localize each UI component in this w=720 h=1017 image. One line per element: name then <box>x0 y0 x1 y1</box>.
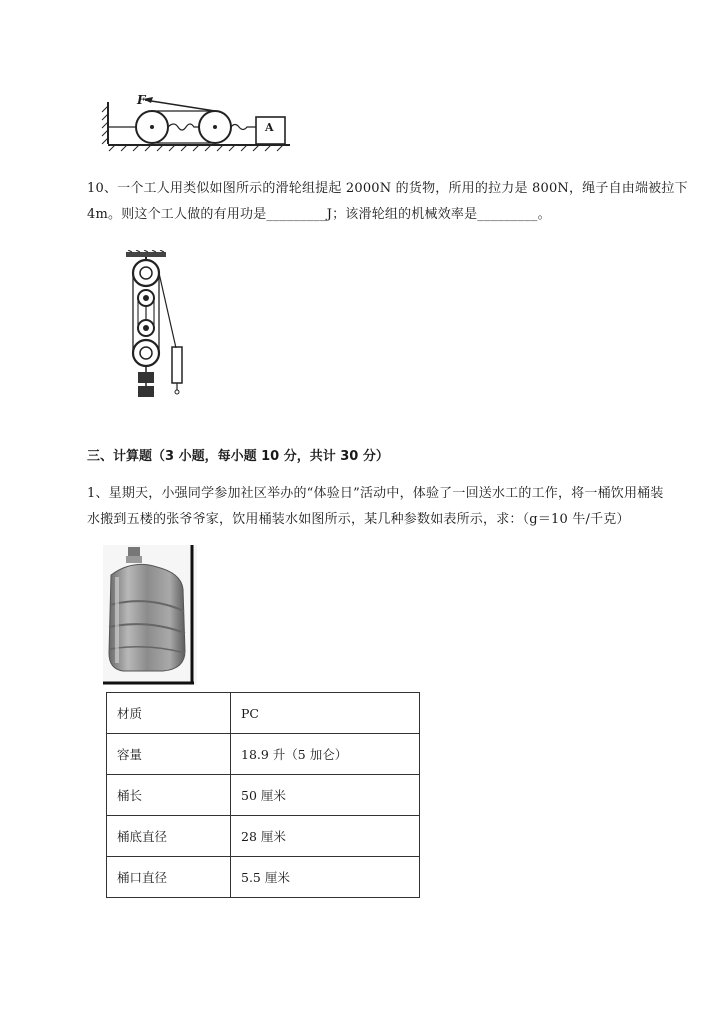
table-row <box>107 775 420 816</box>
table-row <box>107 693 420 734</box>
block-label: A <box>265 121 274 134</box>
table-cell-label: 桶长 <box>107 775 231 816</box>
table-row <box>107 816 420 857</box>
table-row <box>107 734 420 775</box>
table-cell-label: 桶口直径 <box>107 857 231 898</box>
table-cell-value: 5.5 厘米 <box>231 857 420 898</box>
table-cell-value: 28 厘米 <box>231 816 420 857</box>
table-cell-label: 材质 <box>107 693 231 734</box>
force-label: F <box>137 93 146 107</box>
table-cell-value: 18.9 升（5 加仑） <box>231 734 420 775</box>
water-bucket-photo <box>103 545 197 685</box>
section-title: 三、计算题（3 小题，每小题 10 分，共计 30 分） <box>87 449 389 464</box>
question-10-line-1: 10、一个工人用类似如图所示的滑轮组提起 2000N 的货物，所用的拉力是 800N，绳子自由端被拉下 <box>87 181 688 196</box>
table-cell-label: 桶底直径 <box>107 816 231 857</box>
table-cell-value: 50 厘米 <box>231 775 420 816</box>
table-row <box>107 857 420 898</box>
question-10-line-2: 4m。则这个工人做的有用功是_________J；该滑轮组的机械效率是_________。 <box>87 207 551 222</box>
parameter-table <box>106 692 420 898</box>
table-cell-label: 容量 <box>107 734 231 775</box>
table-cell-value: PC <box>231 693 420 734</box>
question-1-line-1: 1、星期天，小强同学参加社区举办的“体验日”活动中，体验了一回送水工的工作，将一桶饮用桶装 <box>87 486 664 501</box>
question-1-line-2: 水搬到五楼的张爷爷家，饮用桶装水如图所示，某几种参数如表所示，求：（g＝10 牛/千克） <box>87 512 630 527</box>
pulley-block-figure <box>118 250 198 400</box>
